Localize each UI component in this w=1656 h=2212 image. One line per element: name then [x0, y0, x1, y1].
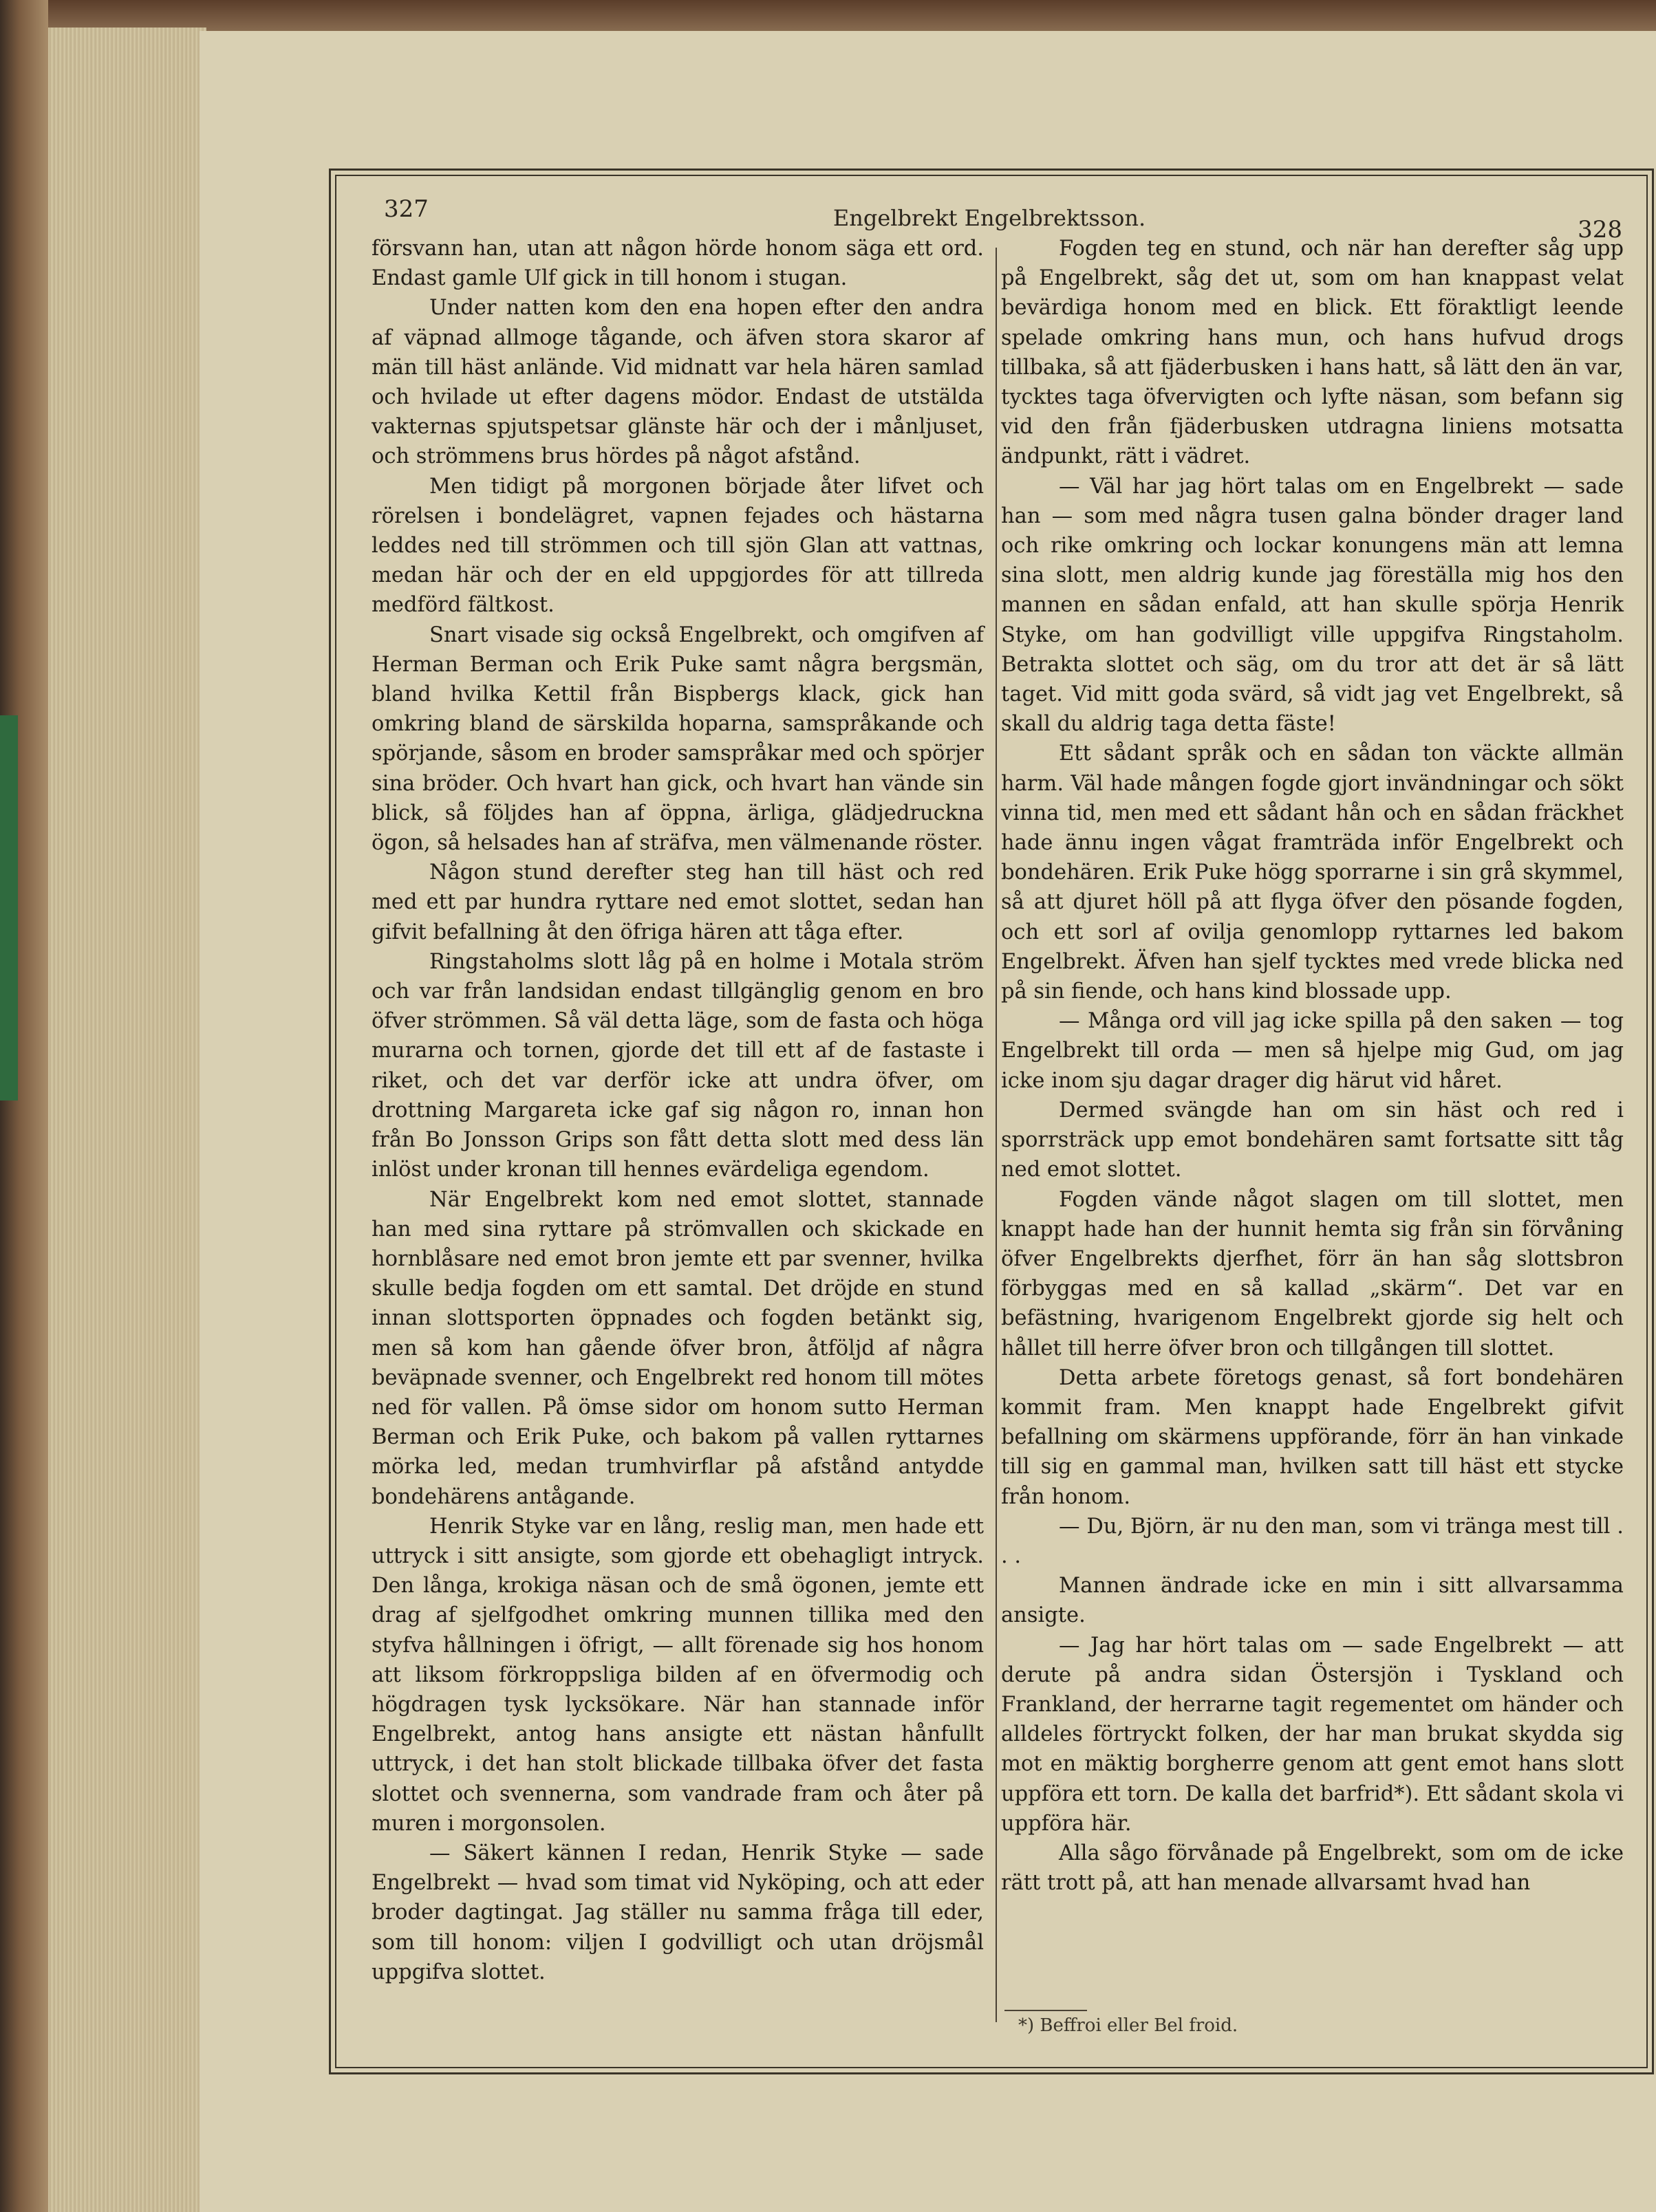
right-column	[1001, 234, 1624, 1898]
bookmark-ribbon	[0, 715, 18, 1100]
paragraph: Mannen ändrade icke en min i sitt allvarsamma ansigte.	[1001, 1574, 1624, 1628]
paragraph: Henrik Styke var en lång, reslig man, men hade ett uttryck i sitt ansigte, som gjorde ett obehagligt intryck. Den långa, krokiga näsan och de små ögonen, jemte ett drag af sjelfgodhet omkring munnen tillika med den styfva hållningen i öfrigt, — allt förenade sig hos honom att liksom förkroppsliga bilden af en öfvermodig och högdragen tysk lycksökare. När han stannade inför Engelbrekt, antog hans ansigte ett nästan hånfullt uttryck, i det han stolt blickade tillbaka öfver det fasta slottet och svennerna, som vandrade fram och åter på muren i morgonsolen.	[372, 1514, 984, 1836]
book-spine-edge	[0, 0, 48, 2212]
footnote: *) Beffroi eller Bel froid.	[1018, 2015, 1238, 2036]
paragraph: — Många ord vill jag icke spilla på den saken — tog Engelbrekt till orda — men så hjelpe mig Gud, om jag icke inom sju dagar drager dig härut vid håret.	[1001, 1009, 1624, 1093]
page-stack-edge	[48, 28, 206, 2212]
paragraph: Fogden vände något slagen om till slottet, men knappt hade han der hunnit hemta sig från sin förvåning öfver Engelbrekts djerfhet, förr än han såg slottsbron förbyggas med en så kallad „skärm“. Det var en befästning, hvarigenom Engelbrekt gjorde sig helt och hållet till herre öfver bron och tillgången till slottet.	[1001, 1187, 1624, 1360]
paragraph: Dermed svängde han om sin häst och red i sporrsträck upp emot bondehären samt fortsatte sitt tåg ned emot slottet.	[1001, 1098, 1624, 1182]
paragraph: När Engelbrekt kom ned emot slottet, stannade han med sina ryttare på strömvallen och skickade en hornblåsare ned emot bron jemte ett par svenner, hvilka skulle bedja fogden om ett samtal. Det dröjde en stund innan slottsporten öppnades och fogden betänkt sig, men så kom han gående öfver bron, åtföljd af några beväpnade svenner, och Engelbrekt red honom till mötes ned för vallen. På ömse sidor om honom sutto Herman Berman och Erik Puke, och bakom på vallen ryttarnes mörka led, medan trumhvirflar på afstånd antydde bondehärens antågande.	[372, 1187, 984, 1509]
paragraph: — Jag har hört talas om — sade Engelbrekt — att derute på andra sidan Östersjön i Tyskland och Frankland, der herrarne tagit regementet om händer och alldeles förtryckt folken, der har man brukat skydda sig mot en mäktig borgherre genom att gent emot hans slott uppföra ett torn. De kalla det barfrid*). Ett sådant skola vi uppföra här.	[1001, 1633, 1624, 1836]
paragraph: försvann han, utan att någon hörde honom säga ett ord. Endast gamle Ulf gick in till honom i stugan.	[372, 237, 984, 291]
left-column	[372, 234, 984, 1987]
paragraph: Fogden teg en stund, och när han derefter såg upp på Engelbrekt, såg det ut, som om han knappast velat bevärdiga honom med en blick. Ett föraktligt leende spelade omkring hans mun, och hans hufvud drogs tillbaka, så att fjäderbusken i hans hatt, så lätt den än var, tycktes taga öfvervigten och lyfte näsan, som befann sig vid den från fjäderbusken utdragna liniens motsatta ändpunkt, rätt i vädret.	[1001, 237, 1624, 469]
paragraph: Detta arbete företogs genast, så fort bondehären kommit fram. Men knappt hade Engelbrekt gifvit befallning om skärmens uppförande, förr än han vinkade till sig en gammal man, hvilken satt till häst ett stycke från honom.	[1001, 1365, 1624, 1509]
paragraph: Snart visade sig också Engelbrekt, och omgifven af Herman Berman och Erik Puke samt några bergsmän, bland hvilka Kettil från Bispbergs klack, gick han omkring bland de särskilda hoparna, samspråkande och spörjande, såsom en broder samspråkar med och spörjer sina bröder. Och hvart han gick, och hvart han vände sin blick, så följdes han af öppna, ärliga, glädjedruckna ögon, så helsades han af sträfva, men välmenande röster.	[372, 622, 984, 856]
paragraph: Under natten kom den ena hopen efter den andra af väpnad allmoge tågande, och äfven stora skaror af män till häst anlände. Vid midnatt var hela hären samlad och hvilade ut efter dagens mödor. Endast de utstälda vakternas spjutspetsar glänste här och der i månljuset, och strömmens brus hördes på något afstånd.	[372, 296, 984, 469]
paragraph: Men tidigt på morgonen började åter lifvet och rörelsen i bondelägret, vapnen fejades och hästarna leddes ned till strömmen och till sjön Glan att vattnas, medan här och der en eld uppgjordes för att tillreda medförd fältkost.	[372, 474, 984, 618]
footnote-rule	[1004, 2010, 1087, 2011]
page-number-left: 327	[384, 195, 429, 223]
paragraph: — Du, Björn, är nu den man, som vi tränga mest till . . .	[1001, 1514, 1624, 1568]
paragraph: Alla sågo förvånade på Engelbrekt, som om de icke rätt trott på, att han menade allvarsamt hvad han	[1001, 1841, 1624, 1896]
column-divider	[996, 248, 997, 2022]
page-number-right: 328	[1578, 216, 1622, 243]
paragraph: — Säkert kännen I redan, Henrik Styke — sade Engelbrekt — hvad som timat vid Nyköping, och att eder broder dagtingat. Jag ställer nu samma fråga till eder, som till honom: viljen I godvilligt och utan dröjsmål uppgifva slottet.	[372, 1841, 984, 1984]
paragraph: — Väl har jag hört talas om en Engelbrekt — sade han — som med några tusen galna bönder drager land och rike omkring och lockar konungens män att lemna sina slott, men aldrig kunde jag föreställa mig hos den mannen en sådan enfald, att han skulle spörja Henrik Styke, om han godvilligt ville uppgifva Ringstaholm. Betrakta slottet och säg, om du tror att det är så lätt taget. Vid mitt goda svärd, så vidt jag vet Engelbrekt, så skall du aldrig taga detta fäste!	[1001, 474, 1624, 737]
running-title: Engelbrekt Engelbrektsson.	[832, 205, 1146, 231]
page-header	[329, 186, 1650, 241]
paragraph: Ringstaholms slott låg på en holme i Motala ström och var från landsidan endast tillgänglig genom en bro öfver strömmen. Så väl detta läge, som de fasta och höga murarna och tornen, gjorde det till ett af de fastaste i riket, och det var derför icke att undra öfver, om drottning Margareta icke gaf sig någon ro, innan hon från Bo Jonsson Grips son fått detta slott med dess län inlöst under kronan till hennes evärdeliga egendom.	[372, 949, 984, 1182]
paragraph: Ett sådant språk och en sådan ton väckte allmän harm. Väl hade mången fogde gjort invändningar och sökt vinna tid, men med ett sådant hån och en sådan fräckhet hade ännu ingen vågat framträda inför Engelbrekt och bondehären. Erik Puke högg sporrarne i sin grå skymmel, så att djuret höll på att flyga öfver den pösande fogden, och ett sorl af ovilja genomlopp ryttarnes led bakom Engelbrekt. Äfven han sjelf tycktes med vrede blicka ned på sin fiende, och hans kind blossade upp.	[1001, 741, 1624, 1004]
book-top-edge	[48, 0, 1656, 33]
paragraph: Någon stund derefter steg han till häst och red med ett par hundra ryttare ned emot slottet, sedan han gifvit befallning åt den öfriga hären att tåga efter.	[372, 860, 984, 944]
